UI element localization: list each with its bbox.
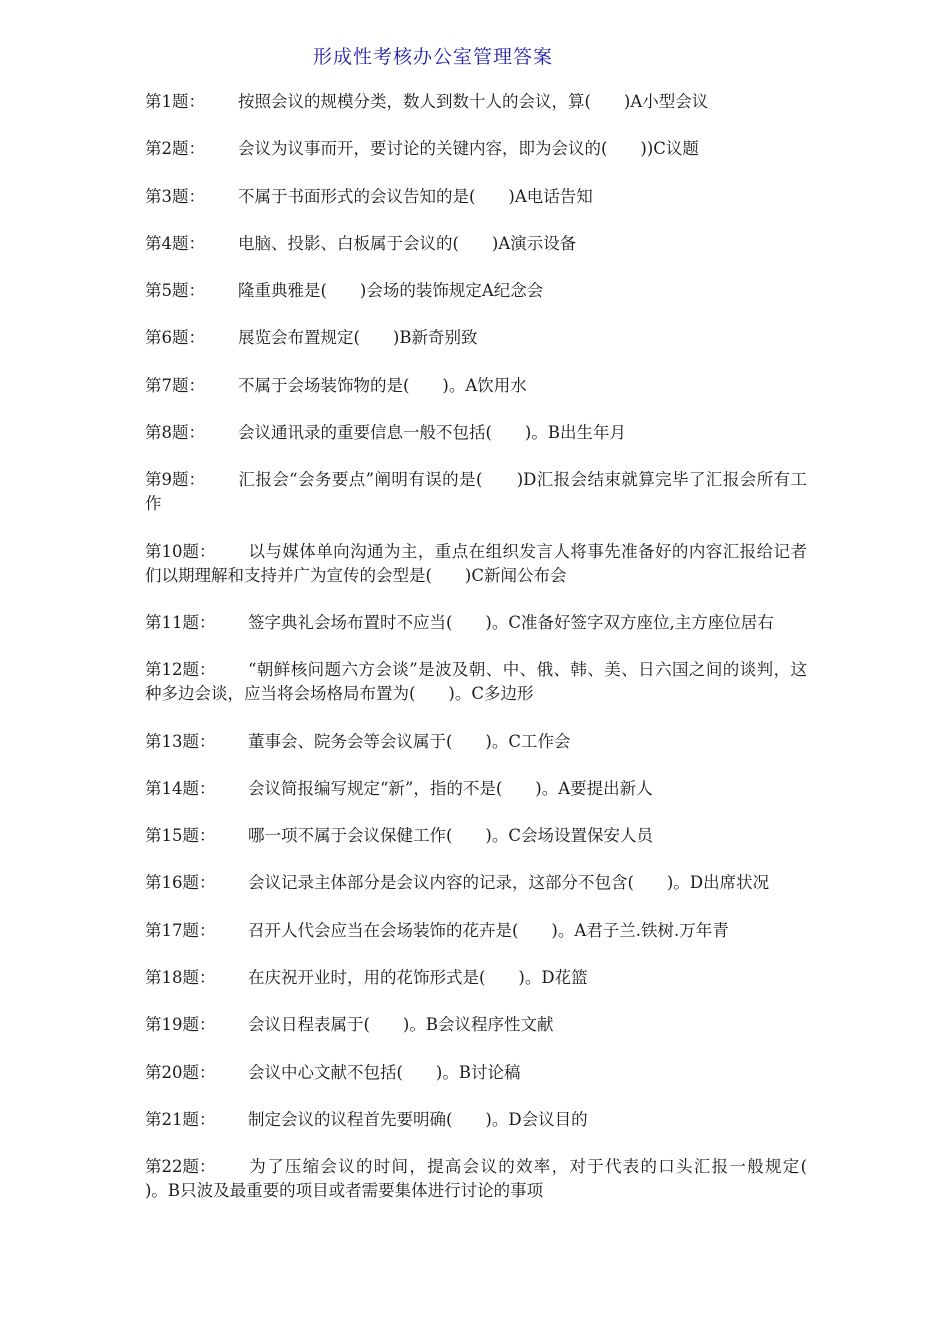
question-number: 第9题： (145, 470, 205, 490)
question-number: 第20题： (145, 1062, 216, 1082)
question-item (145, 185, 807, 209)
question-text: 按照会议的规模分类，数人到数十人的会议，算( )A小型会议 (238, 92, 709, 111)
question-number: 第7题： (145, 375, 205, 395)
question-text: 董事会、院务会等会议属于( )。C工作会 (248, 731, 571, 751)
question-text: 为了压缩会议的时间，提高会议的效率，对于代表的口头汇报一般规定( )。B只波及最重要的项目或者需要集体进行讨论的事项 (145, 1157, 840, 1201)
question-item (145, 468, 807, 516)
question-item (145, 1155, 840, 1203)
question-text: 会议为议事而开，要讨论的关键内容，即为会议的( ))C议题 (238, 139, 699, 159)
question-number: 第14题： (145, 778, 216, 798)
question-list (145, 90, 840, 1227)
question-item (145, 137, 807, 161)
question-text: 不属于会场装饰物的是( )。A饮用水 (238, 375, 527, 395)
question-text: 会议记录主体部分是会议内容的记录，这部分不包含( )。D出席状况 (248, 873, 770, 893)
question-item (145, 1061, 807, 1085)
question-number: 第11题： (145, 612, 216, 632)
question-text: 哪一项不属于会议保健工作( )。C会场设置保安人员 (248, 826, 653, 846)
question-item (145, 374, 807, 398)
question-number: 第17题： (145, 920, 216, 940)
question-text: 汇报会“会务要点”阐明有误的是( )D汇报会结束就算完毕了汇报会所有工作 (145, 470, 807, 514)
question-text: 会议日程表属于( )。B会议程序性文献 (248, 1015, 554, 1035)
question-number: 第22题： (145, 1157, 216, 1177)
question-item (145, 824, 807, 848)
question-item (145, 966, 807, 990)
question-item (145, 326, 807, 350)
question-number: 第16题： (145, 873, 216, 893)
question-text: 不属于书面形式的会议告知的是( )A电话告知 (238, 186, 593, 206)
question-item (145, 871, 807, 895)
question-number: 第13题： (145, 731, 216, 751)
question-text: 隆重典雅是( )会场的装饰规定A纪念会 (238, 281, 544, 301)
question-item (145, 611, 807, 635)
question-number: 第19题： (145, 1015, 216, 1035)
question-item (145, 90, 807, 114)
question-number: 第3题： (145, 186, 205, 206)
question-number: 第1题： (145, 92, 205, 111)
question-number: 第12题： (145, 660, 216, 680)
question-item (145, 919, 807, 943)
question-text: 制定会议的议程首先要明确( )。D会议目的 (248, 1109, 588, 1129)
question-item (145, 279, 807, 303)
question-text: 以与媒体单向沟通为主，重点在组织发言人将事先准备好的内容汇报给记者们以期理解和支持并广为宣传的会型是( )C新闻公布会 (145, 541, 807, 585)
question-text: 会议通讯录的重要信息一般不包括( )。B出生年月 (238, 423, 626, 443)
question-item (145, 232, 807, 256)
question-text: 在庆祝开业时，用的花饰形式是( )。D花篮 (248, 968, 588, 988)
question-item (145, 730, 807, 754)
question-number: 第2题： (145, 139, 205, 159)
question-number: 第21题： (145, 1109, 216, 1129)
question-text: “朝鲜核问题六方会谈”是波及朝、中、俄、韩、美、日六国之间的谈判，这种多边会谈，应当将会场格局布置为( )。C多边形 (145, 660, 807, 704)
question-text: 召开人代会应当在会场装饰的花卉是( )。A君子兰.铁树.万年青 (248, 920, 729, 940)
question-number: 第4题： (145, 233, 205, 253)
question-number: 第5题： (145, 281, 205, 301)
question-item (145, 540, 807, 588)
question-item (145, 1108, 807, 1132)
question-number: 第10题： (145, 541, 216, 561)
question-text: 展览会布置规定( )B新奇别致 (238, 328, 478, 348)
document-title: 形成性考核办公室管理答案 (312, 46, 553, 68)
question-number: 第15题： (145, 826, 216, 846)
question-text: 会议中心文献不包括( )。B讨论稿 (248, 1062, 521, 1082)
question-text: 签字典礼会场布置时不应当( )。C准备好签字双方座位,主方座位居右 (248, 612, 774, 632)
question-number: 第18题： (145, 968, 216, 988)
question-item (145, 777, 807, 801)
question-number: 第8题： (145, 423, 205, 443)
question-text: 电脑、投影、白板属于会议的( )A演示设备 (238, 233, 577, 253)
question-item (145, 1013, 807, 1037)
question-item (145, 421, 807, 445)
question-number: 第6题： (145, 328, 205, 348)
question-text: 会议简报编写规定“新”，指的不是( )。A要提出新人 (248, 778, 653, 798)
question-item (145, 658, 807, 706)
